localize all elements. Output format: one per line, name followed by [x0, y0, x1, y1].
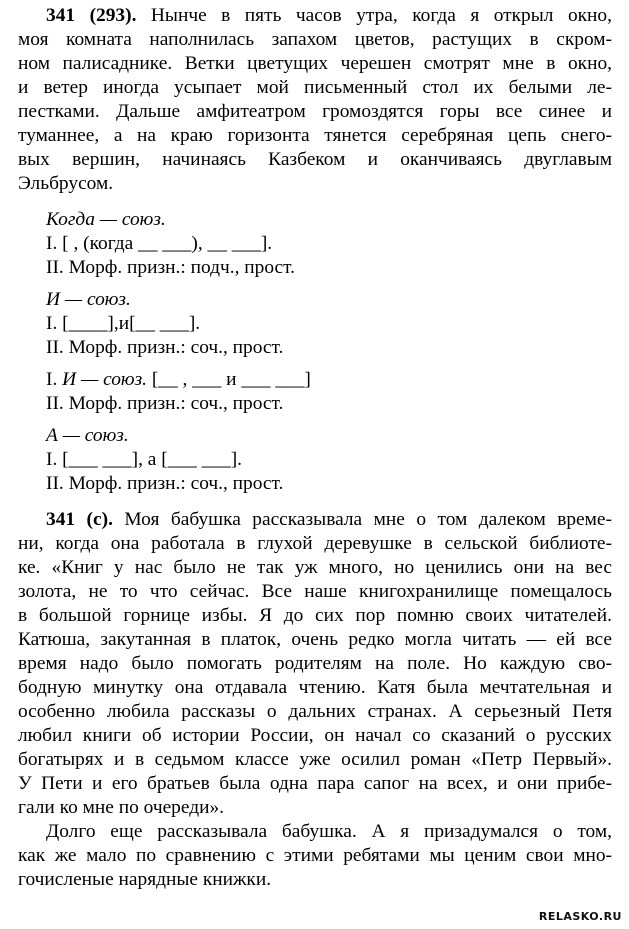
text-line: Эльбрусом.	[18, 173, 114, 194]
text-line: особенно любила рассказы о дальних странах. А серьезный Петя	[18, 701, 612, 722]
text-line: гочисленые нарядные книжки.	[18, 869, 272, 890]
text-line: ке. «Книг у нас было не так уж много, но ценились они на вес	[18, 557, 612, 578]
text-line: ни, когда она работала в глухой деревушке в сельской библиоте-	[18, 533, 612, 554]
text-line: гали ко мне по очереди».	[18, 797, 225, 818]
text-line: золота, не то что сейчас. Все наше книгохранилище помещалось	[18, 581, 612, 602]
morph-features: II. Морф. призн.: соч., прост.	[46, 393, 284, 414]
morph-features: II. Морф. призн.: подч., прост.	[46, 257, 295, 278]
analysis-kogda	[18, 208, 612, 280]
text-line: 341 (293). Нынче в пять часов утра, когда я открыл окно,	[46, 5, 612, 26]
morph-features: II. Морф. призн.: соч., прост.	[46, 473, 284, 494]
exercise-341c-text	[18, 508, 612, 892]
site-watermark: RELASKO.RU	[538, 910, 622, 923]
text-line: У Пети и его братьев была одна пара сапог на всех, и они прибе-	[18, 773, 612, 794]
analysis-heading: А — союз.	[46, 425, 129, 446]
text-line: моя комната наполнилась запахом цветов, растущих в скром-	[18, 29, 612, 50]
text-line: Долго еще рассказывала бабушка. А я призадумался о том,	[46, 821, 612, 842]
exercise-number: 341 (с).	[46, 509, 113, 530]
morph-features: II. Морф. призн.: соч., прост.	[46, 337, 284, 358]
analysis-i-2	[18, 368, 612, 416]
text-line: в большой горнице избы. Я до сих пор помню своих читателей.	[18, 605, 612, 626]
text-line: пестками. Дальше амфитеатром громоздятся горы все синее и	[18, 101, 612, 122]
text-line: туманнее, а на краю горизонта тянется серебряная цепь снего-	[18, 125, 612, 146]
exercise-341-text	[18, 4, 612, 196]
sentence-scheme: I. [ , (когда __ ___), __ ___].	[46, 233, 273, 254]
text-line: время надо было помогать родителям на поле. Но каждую сво-	[18, 653, 612, 674]
text-line: богатырях и в седьмом классе уже осилил роман «Петр Первый».	[18, 749, 612, 770]
sentence-scheme: I. [___ ___], а [___ ___].	[46, 449, 243, 470]
analysis-a	[18, 424, 612, 496]
text-line: Катюша, закутанная в платок, очень редко могла читать — ей все	[18, 629, 612, 650]
analysis-heading: И — союз.	[46, 289, 131, 310]
text-line: как же мало по сравнению с этими ребятами мы ценим свои мно-	[18, 845, 612, 866]
analysis-i-1	[18, 288, 612, 360]
exercise-number: 341 (293).	[46, 5, 137, 26]
analysis-heading: Когда — союз.	[46, 209, 166, 230]
sentence-scheme: I. И — союз. [__ , ___ и ___ ___]	[46, 369, 311, 390]
textbook-page	[18, 4, 612, 892]
text-line: 341 (с). Моя бабушка рассказывала мне о том далеком време-	[46, 509, 612, 530]
text-line: любил книги об истории России, он начал со сказаний о русских	[18, 725, 612, 746]
text-line: ном палисаднике. Ветки цветущих черешен смотрят мне в окно,	[18, 53, 612, 74]
text-line: вых вершин, начинаясь Казбеком и оканчиваясь двуглавым	[18, 149, 612, 170]
analysis-heading: И — союз.	[62, 369, 147, 390]
sentence-scheme: I. [____],и[__ ___].	[46, 313, 201, 334]
text-line: бодную минутку она отдавала чтению. Катя была мечтательная и	[18, 677, 612, 698]
text-line: и ветер иногда усыпает мой письменный стол их белыми ле-	[18, 77, 612, 98]
